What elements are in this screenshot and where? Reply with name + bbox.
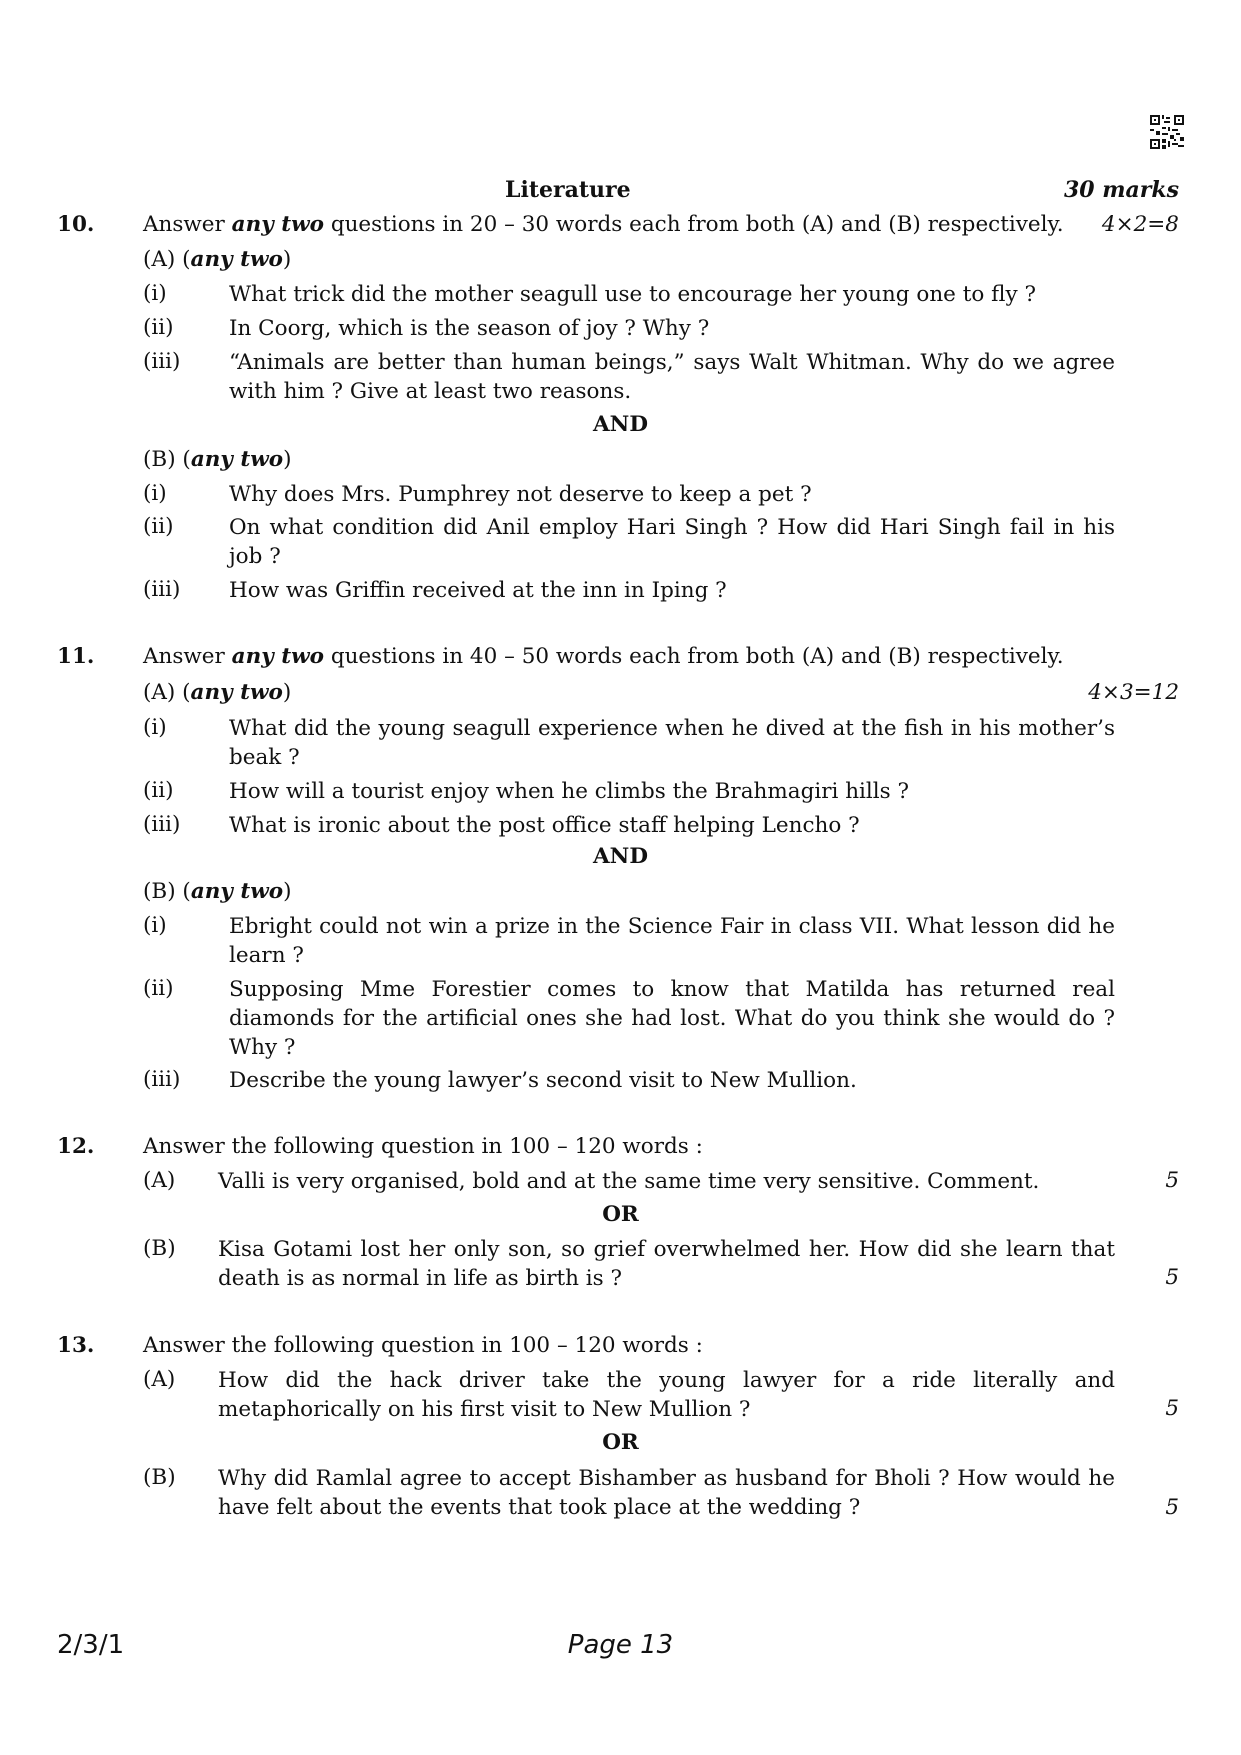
question-marks: 4×3=12 — [1088, 680, 1179, 705]
item-text: Why does Mrs. Pumphrey not deserve to keep a pet ? — [229, 482, 812, 507]
and-separator: AND — [593, 412, 648, 437]
item-number: (i) — [143, 481, 167, 506]
part-label: (B) (any two) — [143, 879, 292, 904]
item-number: (ii) — [143, 315, 174, 340]
option-label: (B) — [143, 1236, 176, 1261]
question-instruction: Answer any two questions in 40 – 50 words each from both (A) and (B) respectively. — [143, 644, 1064, 669]
item-number: (i) — [143, 715, 167, 740]
item-text: What did the young seagull experience when he dived at the fish in his mother’s beak ? — [229, 716, 1115, 770]
paper-code: 2/3/1 — [57, 1630, 125, 1660]
item-text: In Coorg, which is the season of joy ? Why ? — [229, 316, 710, 341]
question-number: 10. — [57, 212, 95, 237]
or-separator: OR — [602, 1202, 639, 1227]
option-label: (B) — [143, 1465, 176, 1490]
option-marks: 5 — [1165, 1495, 1179, 1520]
section-marks: 30 marks — [1063, 177, 1179, 203]
item-text: “Animals are better than human beings,” says Walt Whitman. Why do we agree with him ? Give at least two reasons. — [229, 350, 1115, 404]
question-number: 13. — [57, 1333, 95, 1358]
part-label: (B) (any two) — [143, 447, 292, 472]
item-number: (iii) — [143, 577, 181, 602]
option-text: Valli is very organised, bold and at the same time very sensitive. Comment. — [218, 1169, 1040, 1194]
option-marks: 5 — [1165, 1396, 1179, 1421]
question-number: 12. — [57, 1134, 95, 1159]
item-text: On what condition did Anil employ Hari Singh ? How did Hari Singh fail in his job ? — [229, 515, 1115, 569]
item-text: What trick did the mother seagull use to encourage her young one to fly ? — [229, 282, 1036, 307]
or-separator: OR — [602, 1430, 639, 1455]
item-number: (ii) — [143, 976, 174, 1001]
question-marks: 4×2=8 — [1101, 212, 1179, 237]
part-label: (A) (any two) — [143, 680, 292, 705]
option-text: Kisa Gotami lost her only son, so grief overwhelmed her. How did she learn that death is as normal in life as birth is ? — [218, 1237, 1115, 1291]
item-number: (i) — [143, 913, 167, 938]
item-number: (i) — [143, 281, 167, 306]
option-text: How did the hack driver take the young lawyer for a ride literally and metaphorically on his first visit to New Mullion ? — [218, 1368, 1115, 1422]
question-instruction: Answer the following question in 100 – 120 words : — [143, 1134, 703, 1159]
option-label: (A) — [143, 1367, 176, 1392]
and-separator: AND — [593, 844, 648, 869]
item-number: (ii) — [143, 514, 174, 539]
item-number: (iii) — [143, 349, 181, 374]
item-number: (iii) — [143, 1067, 181, 1092]
option-marks: 5 — [1165, 1265, 1179, 1290]
part-label: (A) (any two) — [143, 247, 292, 272]
question-number: 11. — [57, 644, 95, 669]
item-text: How was Griffin received at the inn in Iping ? — [229, 578, 727, 603]
item-text: Describe the young lawyer’s second visit to New Mullion. — [229, 1068, 857, 1093]
question-instruction: Answer the following question in 100 – 120 words : — [143, 1333, 703, 1358]
page-number: Page 13 — [567, 1630, 674, 1660]
option-label: (A) — [143, 1168, 176, 1193]
option-marks: 5 — [1165, 1168, 1179, 1193]
item-number: (ii) — [143, 778, 174, 803]
question-instruction: Answer any two questions in 20 – 30 words each from both (A) and (B) respectively. — [143, 212, 1064, 237]
option-text: Why did Ramlal agree to accept Bishamber as husband for Bholi ? How would he have felt about the events that took place at the wedding ? — [218, 1466, 1115, 1520]
section-title: Literature — [505, 177, 631, 203]
item-text: What is ironic about the post office staff helping Lencho ? — [229, 813, 860, 838]
item-number: (iii) — [143, 812, 181, 837]
item-text: How will a tourist enjoy when he climbs the Brahmagiri hills ? — [229, 779, 910, 804]
item-text: Ebright could not win a prize in the Science Fair in class VII. What lesson did he learn ? — [229, 914, 1115, 968]
item-text: Supposing Mme Forestier comes to know that Matilda has returned real diamonds for the artificial ones she had lost. What do you think she would do ? Why ? — [229, 977, 1115, 1060]
qr-code-icon — [1150, 115, 1184, 149]
